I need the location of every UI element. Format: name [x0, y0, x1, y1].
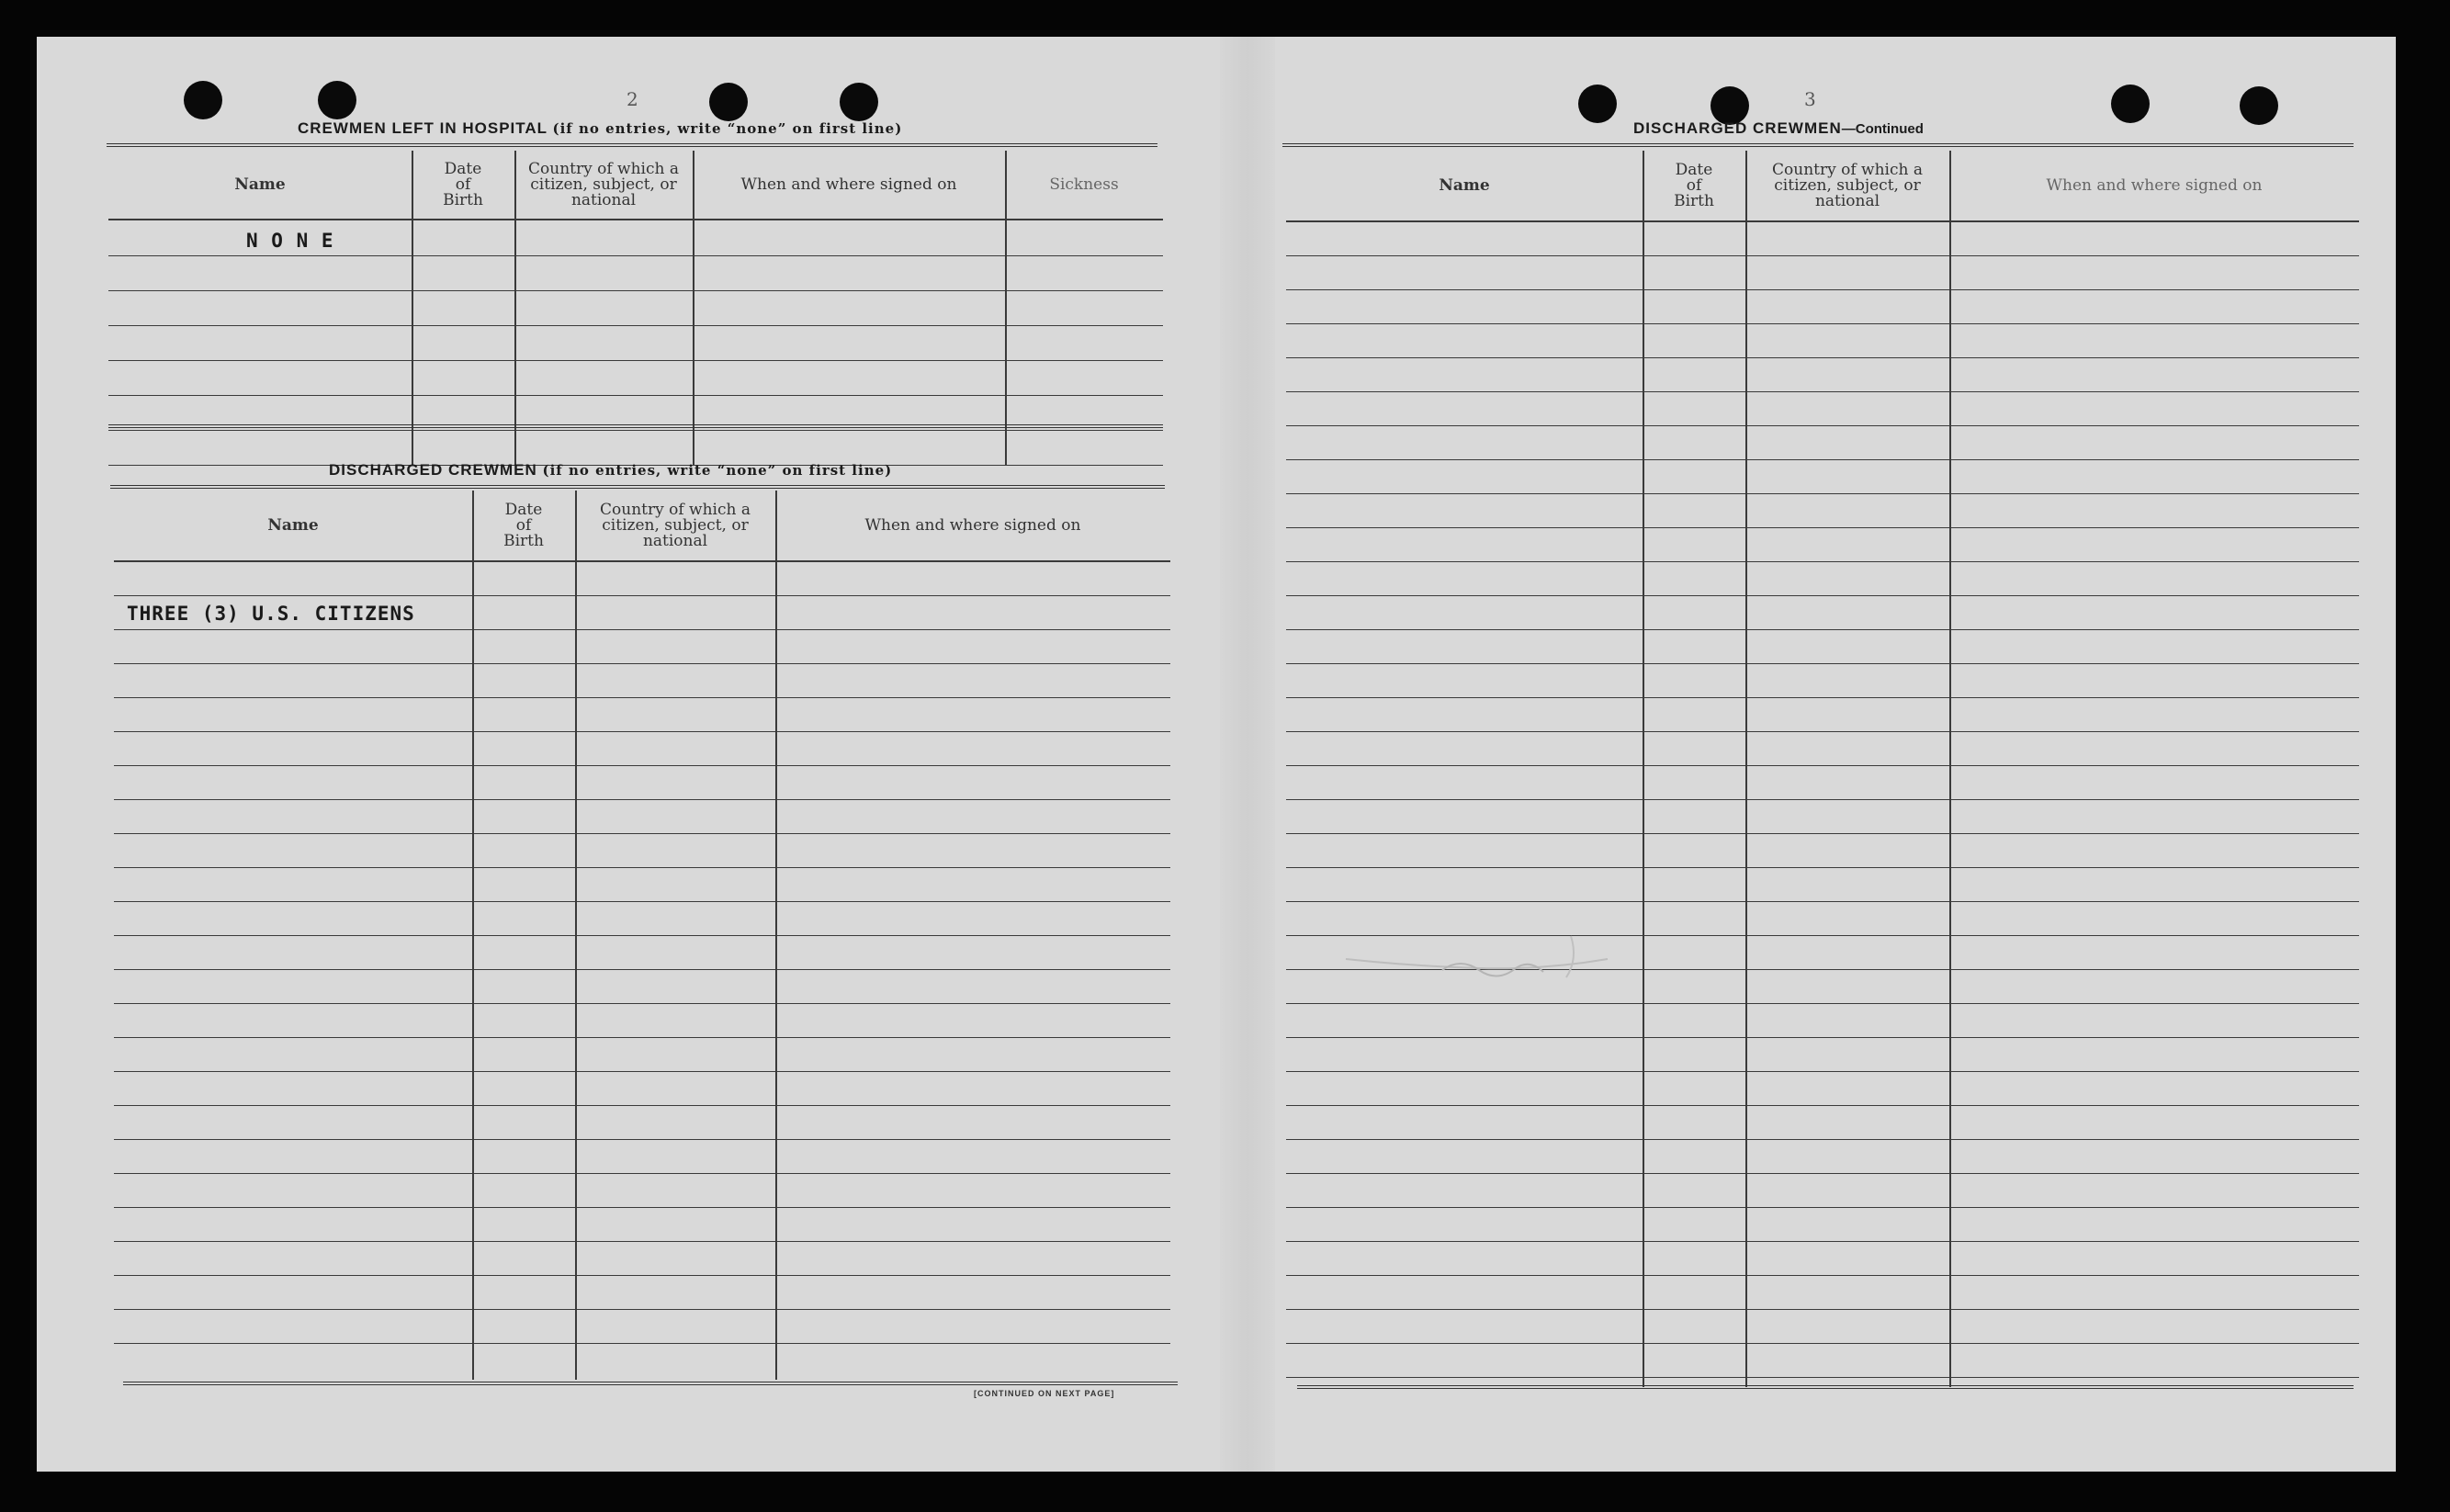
punch-hole-icon — [840, 83, 878, 121]
hospital-col-divider — [412, 151, 413, 465]
row-line — [114, 1207, 1170, 1208]
row-line — [114, 1105, 1170, 1106]
row-line — [1286, 1003, 2359, 1004]
row-line — [1286, 1309, 2359, 1310]
row-line — [114, 969, 1170, 970]
row-line — [1286, 561, 2359, 562]
row-line — [1286, 527, 2359, 528]
row-line — [1286, 425, 2359, 426]
hospital-row-line — [108, 290, 1163, 291]
row-line — [114, 697, 1170, 698]
right-header-rule — [1286, 220, 2359, 222]
discharged-header-country: Country of which a citizen, subject, or national — [600, 500, 751, 550]
row-line — [1286, 799, 2359, 800]
row-line — [1286, 1071, 2359, 1072]
hospital-row-line — [108, 430, 1163, 431]
row-line — [114, 867, 1170, 868]
hospital-col-divider — [1005, 151, 1007, 465]
right-bottom-rule — [1297, 1385, 2354, 1389]
discharged-top-rule — [110, 485, 1165, 489]
right-col-divider — [1643, 151, 1644, 1387]
punch-hole-icon — [709, 83, 748, 121]
row-line — [1286, 1139, 2359, 1140]
right-title-text: DISCHARGED CREWMEN — [1633, 119, 1842, 137]
row-line — [114, 595, 1170, 596]
page-number-left: 2 — [627, 88, 638, 110]
hospital-row-line — [108, 395, 1163, 396]
row-line — [114, 799, 1170, 800]
row-line — [114, 1241, 1170, 1242]
row-line — [1286, 697, 2359, 698]
row-line — [1286, 459, 2359, 460]
row-line — [114, 833, 1170, 834]
row-line — [1286, 493, 2359, 494]
hospital-top-rule — [107, 143, 1157, 147]
right-title-continued: —Continued — [1841, 121, 1924, 137]
punch-hole-icon — [2240, 86, 2278, 125]
right-header-dob: Date of Birth — [1674, 160, 1714, 210]
row-line — [1286, 833, 2359, 834]
hospital-header-rule — [108, 219, 1163, 220]
right-col-divider — [1745, 151, 1747, 1387]
row-line — [1286, 289, 2359, 290]
row-line — [1286, 629, 2359, 630]
row-line — [1286, 867, 2359, 868]
punch-hole-icon — [318, 81, 356, 119]
faint-signature-icon — [1341, 931, 1617, 996]
discharged-header-dob: Date of Birth — [503, 500, 544, 550]
hospital-title-note: (if no entries, write “none” on first line) — [552, 120, 903, 137]
row-line — [114, 1071, 1170, 1072]
row-line — [1286, 1037, 2359, 1038]
discharged-bottom-rule — [123, 1382, 1178, 1385]
discharged-title-text: DISCHARGED CREWMEN — [329, 461, 537, 479]
row-line — [114, 1139, 1170, 1140]
row-line — [114, 1275, 1170, 1276]
hospital-bottom-rule — [108, 424, 1163, 428]
row-line — [114, 1037, 1170, 1038]
discharged-table — [114, 491, 1170, 1380]
hospital-row-line — [108, 325, 1163, 326]
hospital-title-text: CREWMEN LEFT IN HOSPITAL — [298, 119, 548, 137]
document-spread — [37, 37, 2396, 1472]
punch-hole-icon — [184, 81, 222, 119]
row-line — [1286, 1377, 2359, 1378]
row-line — [1286, 323, 2359, 324]
hospital-col-divider — [514, 151, 516, 465]
row-line — [1286, 1343, 2359, 1344]
row-line — [114, 1003, 1170, 1004]
row-line — [114, 935, 1170, 936]
row-line — [114, 1173, 1170, 1174]
punch-hole-icon — [2111, 85, 2150, 123]
row-line — [114, 901, 1170, 902]
punch-hole-icon — [1578, 85, 1617, 123]
row-line — [1286, 391, 2359, 392]
hospital-entry-none: N O N E — [246, 230, 334, 252]
page-number-right: 3 — [1804, 88, 1816, 110]
row-line — [1286, 595, 2359, 596]
row-line — [114, 1309, 1170, 1310]
row-line — [1286, 765, 2359, 766]
hospital-col-divider — [693, 151, 694, 465]
right-col-divider — [1949, 151, 1951, 1387]
row-line — [114, 765, 1170, 766]
page-gutter — [1220, 37, 1275, 1472]
row-line — [114, 731, 1170, 732]
row-line — [1286, 901, 2359, 902]
row-line — [1286, 255, 2359, 256]
right-header-name: Name — [1439, 175, 1490, 195]
row-line — [1286, 731, 2359, 732]
row-line — [114, 629, 1170, 630]
right-discharged-table — [1286, 151, 2359, 1387]
row-line — [1286, 1241, 2359, 1242]
right-section-title — [1633, 119, 1924, 138]
hospital-header-name: Name — [234, 175, 286, 194]
discharged-section-title — [329, 461, 892, 480]
hospital-header-sickness: Sickness — [1049, 175, 1119, 194]
discharged-entry: THREE (3) U.S. CITIZENS — [127, 603, 415, 625]
discharged-header-signed-on: When and where signed on — [864, 515, 1081, 535]
row-line — [1286, 1207, 2359, 1208]
row-line — [1286, 357, 2359, 358]
continued-footer: [CONTINUED ON NEXT PAGE] — [974, 1389, 1115, 1398]
hospital-header-signed-on: When and where signed on — [740, 175, 957, 194]
hospital-header-dob: Date of Birth — [443, 159, 483, 209]
hospital-section-title — [298, 119, 902, 138]
right-header-country: Country of which a citizen, subject, or national — [1772, 160, 1923, 210]
discharged-header-name: Name — [267, 515, 319, 535]
row-line — [1286, 1173, 2359, 1174]
row-line — [1286, 1275, 2359, 1276]
hospital-row-line — [108, 255, 1163, 256]
discharged-title-note: (if no entries, write “none” on first line) — [542, 462, 893, 479]
hospital-row-line — [108, 360, 1163, 361]
row-line — [1286, 1105, 2359, 1106]
right-top-rule — [1282, 143, 2354, 147]
row-line — [114, 663, 1170, 664]
discharged-header-rule — [114, 560, 1170, 562]
row-line — [1286, 663, 2359, 664]
hospital-header-country: Country of which a citizen, subject, or national — [528, 159, 679, 209]
right-header-signed-on: When and where signed on — [2046, 175, 2263, 195]
row-line — [114, 1343, 1170, 1344]
hospital-table — [108, 151, 1163, 465]
